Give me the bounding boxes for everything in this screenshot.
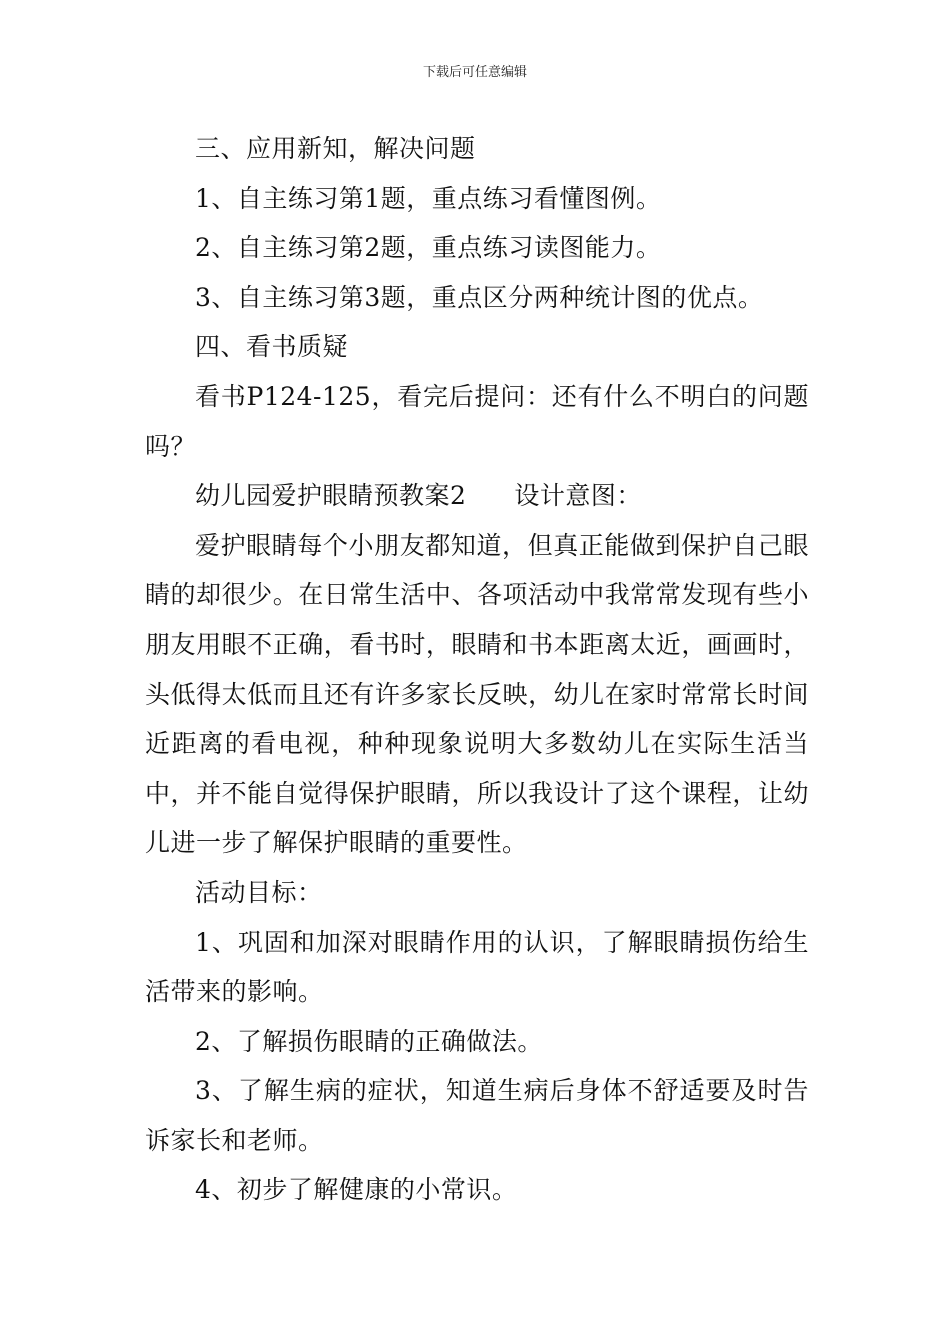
design-intent-paragraph: 爱护眼睛每个小朋友都知道，但真正能做到保护自己眼睛的却很少。在日常生活中、各项活动中我常常发现有些小朋友用眼不正确，看书时，眼睛和书本距离太近，画画时，头低得太低而且还有许多家长反映，幼儿在家时常常长时间近距离的看电视，种种现象说明大多数幼儿在实际生活当中，并不能自觉得保护眼睛，所以我设计了这个课程，让幼儿进一步了解保护眼睛的重要性。 (145, 530, 809, 858)
goal-item-2: 2、了解损伤眼睛的正确做法。 (195, 1026, 543, 1056)
activity-goals-heading: 活动目标： (195, 877, 323, 907)
exercise-item-1: 1、自主练习第1题，重点练习看懂图例。 (195, 183, 662, 213)
section-heading-apply: 三、应用新知，解决问题 (195, 134, 476, 163)
page-header: 下载后可任意编辑 (422, 65, 527, 80)
exercise-item-2: 2、自主练习第2题，重点练习读图能力。 (195, 233, 662, 263)
design-intent-label: 设计意图： (514, 481, 642, 511)
lesson-title: 幼儿园爱护眼睛预教案2 (195, 481, 467, 511)
reading-paragraph: 看书P124-125，看完后提问：还有什么不明白的问题吗？ (145, 381, 809, 461)
goal-item-3: 3、了解生病的症状，知道生病后身体不舒适要及时告诉家长和老师。 (145, 1076, 809, 1155)
goal-item-4: 4、初步了解健康的小常识。 (195, 1175, 518, 1205)
goal-item-1: 1、巩固和加深对眼睛作用的认识，了解眼睛损伤给生活带来的影响。 (145, 927, 809, 1007)
section-heading-reading: 四、看书质疑 (195, 332, 349, 362)
document-body (145, 124, 809, 1215)
lesson-title-line (145, 471, 809, 521)
exercise-item-3: 3、自主练习第3题，重点区分两种统计图的优点。 (195, 282, 764, 312)
